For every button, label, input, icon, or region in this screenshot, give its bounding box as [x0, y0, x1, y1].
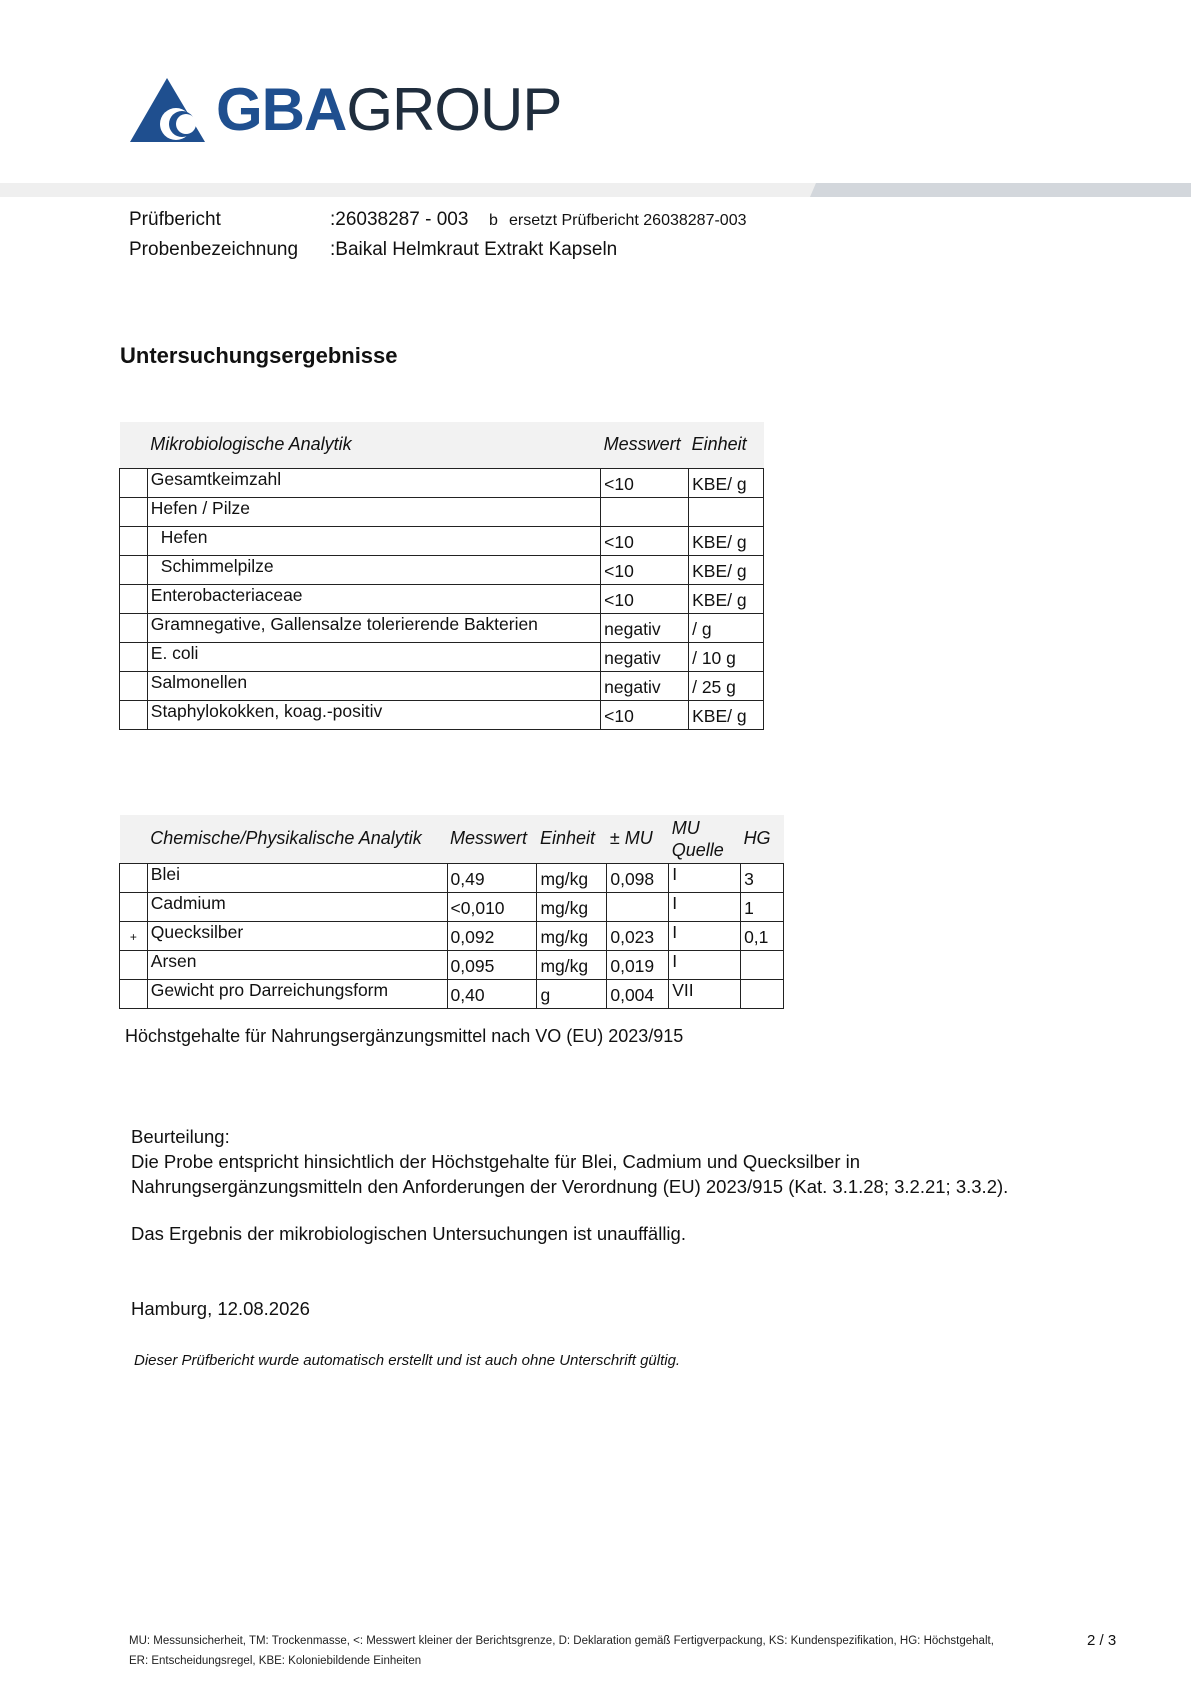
row-marker: [120, 671, 148, 700]
chem-analyte-name-text: Gewicht pro Darreichungsform: [150, 979, 389, 1000]
micro-analyte-name: [147, 526, 600, 555]
micro-measured-value: [601, 642, 689, 671]
micro-table-row: [120, 497, 764, 526]
chem-hg-text: 1: [744, 898, 754, 918]
gba-group-logo: [130, 72, 570, 147]
replaces-note: ersetzt Prüfbericht 26038287-003: [509, 212, 747, 229]
chem-mu-source-text: VII: [672, 980, 694, 1000]
micro-measured-value-text: <10: [604, 474, 634, 494]
row-marker: [120, 700, 148, 729]
chem-mu-source-text: I: [672, 922, 678, 942]
micro-analyte-name: [147, 613, 600, 642]
micro-unit-text: / 25 g: [692, 677, 736, 697]
chem-mu-source-text: I: [672, 893, 678, 913]
micro-analyte-name-text: Hefen / Pilze: [150, 497, 250, 518]
chem-analyte-name: [147, 863, 447, 892]
micro-table-row: [120, 526, 764, 555]
chem-header-hg: HG: [741, 815, 784, 863]
micro-table-row: [120, 700, 764, 729]
chem-measured-value-text: 0,49: [450, 869, 485, 889]
chem-header-source: MU Quelle: [669, 815, 741, 863]
sample-value: :Baikal Helmkraut Extrakt Kapseln: [330, 239, 618, 260]
chem-measured-value: [447, 863, 537, 892]
micro-table-header: [120, 422, 764, 468]
micro-analyte-name: [147, 555, 600, 584]
micro-unit: [689, 555, 764, 584]
micro-unit: [689, 642, 764, 671]
micro-analyte-name: [147, 700, 600, 729]
micro-analyte-name: [147, 642, 600, 671]
sample-label: Probenbezeichnung: [129, 239, 299, 260]
chem-hg: [741, 863, 784, 892]
micro-measured-value: [601, 555, 689, 584]
chem-analyte-name-text: Arsen: [150, 950, 197, 971]
assessment-line-1: Die Probe entspricht hinsichtlich der Höchstgehalte für Blei, Cadmium und Quecksilber in: [131, 1151, 861, 1172]
chem-measured-value-text: 0,092: [450, 927, 495, 947]
chem-mu-text: 0,023: [610, 927, 655, 947]
chem-measured-value: [447, 921, 537, 950]
micro-table-row: [120, 555, 764, 584]
row-marker: [120, 497, 148, 526]
micro-measured-value: [601, 468, 689, 497]
chem-analyte-name: [147, 950, 447, 979]
chem-hg: [741, 921, 784, 950]
micro-measured-value-text: negativ: [604, 648, 661, 668]
row-marker: [120, 863, 148, 892]
micro-measured-value-text: <10: [604, 532, 634, 552]
micro-measured-value-text: <10: [604, 561, 634, 581]
micro-header-value: Messwert: [601, 422, 689, 468]
micro-table-row: [120, 642, 764, 671]
chem-unit: [537, 979, 607, 1008]
micro-measured-value-text: <10: [604, 706, 634, 726]
micro-analyte-name-text: Staphylokokken, koag.-positiv: [150, 700, 383, 721]
chem-mu: [607, 863, 669, 892]
chem-table-row: [120, 979, 784, 1008]
micro-unit-text: KBE/ g: [692, 590, 747, 610]
logo-group: GROUP: [346, 76, 562, 143]
micro-analyte-name-text: Enterobacteriaceae: [150, 584, 303, 605]
chem-table-row: [120, 921, 784, 950]
assessment-line-2: Nahrungsergänzungsmitteln den Anforderungen der Verordnung (EU) 2023/915 (Kat. 3.1.28; 3.2.21; 3.3.2).: [131, 1176, 1009, 1197]
row-marker: [120, 892, 148, 921]
chem-analyte-name-text: Cadmium: [150, 892, 226, 913]
chem-mu: [607, 921, 669, 950]
micro-analyte-name-text: Schimmelpilze: [160, 555, 274, 576]
row-marker: [120, 468, 148, 497]
assessment-label: Beurteilung:: [131, 1126, 230, 1147]
footer-legend-line-1: MU: Messunsicherheit, TM: Trockenmasse, <: Messwert kleiner der Berichtsgrenze, D: Deklaration gemäß Fertigverpackung, KS: Kundenspezifikation, HG: Höchstgehalt,: [129, 1635, 994, 1647]
micro-measured-value: [601, 526, 689, 555]
micro-unit-text: / 10 g: [692, 648, 736, 668]
chem-mu: [607, 950, 669, 979]
micro-unit-text: KBE/ g: [692, 474, 747, 494]
row-marker: [120, 979, 148, 1008]
micro-unit: [689, 613, 764, 642]
micro-unit-text: / g: [692, 619, 712, 639]
row-marker: [120, 921, 148, 950]
micro-header-name: Mikrobiologische Analytik: [147, 422, 600, 468]
chem-unit-text: g: [540, 985, 551, 1005]
micro-analyte-name-text: Gramnegative, Gallensalze tolerierende Bakterien: [150, 613, 538, 634]
page-number: 2 / 3: [1087, 1632, 1117, 1649]
chem-footnote: Höchstgehalte für Nahrungsergänzungsmittel nach VO (EU) 2023/915: [125, 1026, 684, 1046]
chem-measured-value: [447, 892, 537, 921]
chem-header-unit: Einheit: [537, 815, 607, 863]
micro-table: [119, 422, 764, 730]
micro-table-row: [120, 584, 764, 613]
chem-mu: [607, 979, 669, 1008]
micro-analyte-name: [147, 671, 600, 700]
chem-mu-text: 0,019: [610, 956, 655, 976]
chem-hg: [741, 950, 784, 979]
chem-hg: [741, 979, 784, 1008]
chem-measured-value-text: <0,010: [450, 898, 505, 918]
chem-table-header: [120, 815, 784, 863]
place-date: Hamburg, 12.08.2026: [131, 1298, 310, 1319]
micro-analyte-name-text: Hefen: [160, 526, 208, 547]
chem-header-value: Messwert: [447, 815, 537, 863]
micro-measured-value-text: <10: [604, 590, 634, 610]
row-marker-text: +: [129, 930, 137, 944]
chem-analyte-name: [147, 979, 447, 1008]
micro-analyte-name-text: Salmonellen: [150, 671, 248, 692]
report-number: :26038287 - 003: [330, 209, 469, 230]
chem-hg: [741, 892, 784, 921]
chem-analyte-name: [147, 921, 447, 950]
chem-table-row: [120, 950, 784, 979]
micro-unit-text: KBE/ g: [692, 532, 747, 552]
chem-mu-source: [669, 979, 741, 1008]
micro-analyte-name: [147, 497, 600, 526]
chem-table-row: [120, 863, 784, 892]
micro-measured-value: [601, 584, 689, 613]
footer-legend-line-2: ER: Entscheidungsregel, KBE: Koloniebildende Einheiten: [129, 1655, 422, 1667]
row-marker: [120, 526, 148, 555]
chem-header-mu: ± MU: [607, 815, 669, 863]
micro-unit: [689, 497, 764, 526]
micro-unit: [689, 700, 764, 729]
micro-analyte-name-text: E. coli: [150, 642, 199, 663]
micro-measured-value-text: negativ: [604, 677, 661, 697]
chem-unit-text: mg/kg: [540, 898, 589, 918]
chem-unit: [537, 921, 607, 950]
micro-table-row: [120, 468, 764, 497]
micro-analyte-name: [147, 584, 600, 613]
chem-unit-text: mg/kg: [540, 956, 589, 976]
micro-measured-value: [601, 671, 689, 700]
micro-table-row: [120, 671, 764, 700]
chem-mu-text: 0,004: [610, 985, 655, 1005]
chem-mu-source: [669, 863, 741, 892]
chem-unit-text: mg/kg: [540, 927, 589, 947]
micro-unit: [689, 671, 764, 700]
chem-unit-text: mg/kg: [540, 869, 589, 889]
micro-unit: [689, 468, 764, 497]
micro-measured-value: [601, 613, 689, 642]
chem-measured-value-text: 0,095: [450, 956, 495, 976]
chem-mu-source: [669, 921, 741, 950]
micro-table-row: [120, 613, 764, 642]
micro-analyte-name: [147, 468, 600, 497]
chem-measured-value: [447, 979, 537, 1008]
chem-mu-source-text: I: [672, 864, 678, 884]
chem-table-row: [120, 892, 784, 921]
micro-unit: [689, 584, 764, 613]
header-band-accent: [810, 183, 1191, 197]
row-marker: [120, 613, 148, 642]
micro-unit: [689, 526, 764, 555]
gba-logo-mark-icon: [130, 78, 205, 142]
micro-measured-value: [601, 497, 689, 526]
micro-measured-value-text: negativ: [604, 619, 661, 639]
chem-analyte-name-text: Blei: [150, 863, 180, 884]
chem-mu-source-text: I: [672, 951, 678, 971]
chem-mu-source: [669, 892, 741, 921]
chem-mu: [607, 892, 669, 921]
logo-wordmark: [216, 72, 561, 147]
chem-unit: [537, 950, 607, 979]
row-marker: [120, 555, 148, 584]
row-marker: [120, 642, 148, 671]
auto-generated-note: Dieser Prüfbericht wurde automatisch erstellt und ist auch ohne Unterschrift gültig.: [134, 1352, 681, 1369]
chem-measured-value: [447, 950, 537, 979]
micro-analyte-name-text: Gesamtkeimzahl: [150, 468, 282, 489]
row-marker: [120, 950, 148, 979]
chem-unit: [537, 892, 607, 921]
chem-measured-value-text: 0,40: [450, 985, 485, 1005]
chem-header-name: Chemische/Physikalische Analytik: [147, 815, 447, 863]
chem-hg-text: 3: [744, 869, 754, 889]
chem-mu-text: 0,098: [610, 869, 655, 889]
section-title: Untersuchungsergebnisse: [120, 343, 398, 368]
logo-gba: GBA: [216, 76, 347, 143]
chem-unit: [537, 863, 607, 892]
micro-unit-text: KBE/ g: [692, 706, 747, 726]
chem-analyte-name-text: Quecksilber: [150, 921, 244, 942]
chem-hg-text: 0,1: [744, 927, 769, 947]
row-marker: [120, 584, 148, 613]
micro-measured-value: [601, 700, 689, 729]
chem-analyte-name: [147, 892, 447, 921]
micro-assessment: Das Ergebnis der mikrobiologischen Untersuchungen ist unauffällig.: [131, 1223, 686, 1244]
micro-unit-text: KBE/ g: [692, 561, 747, 581]
micro-header-unit: Einheit: [689, 422, 764, 468]
report-label: Prüfbericht: [129, 209, 221, 230]
chem-table: [119, 815, 784, 1009]
chem-mu-source: [669, 950, 741, 979]
report-suffix: b: [489, 212, 498, 229]
